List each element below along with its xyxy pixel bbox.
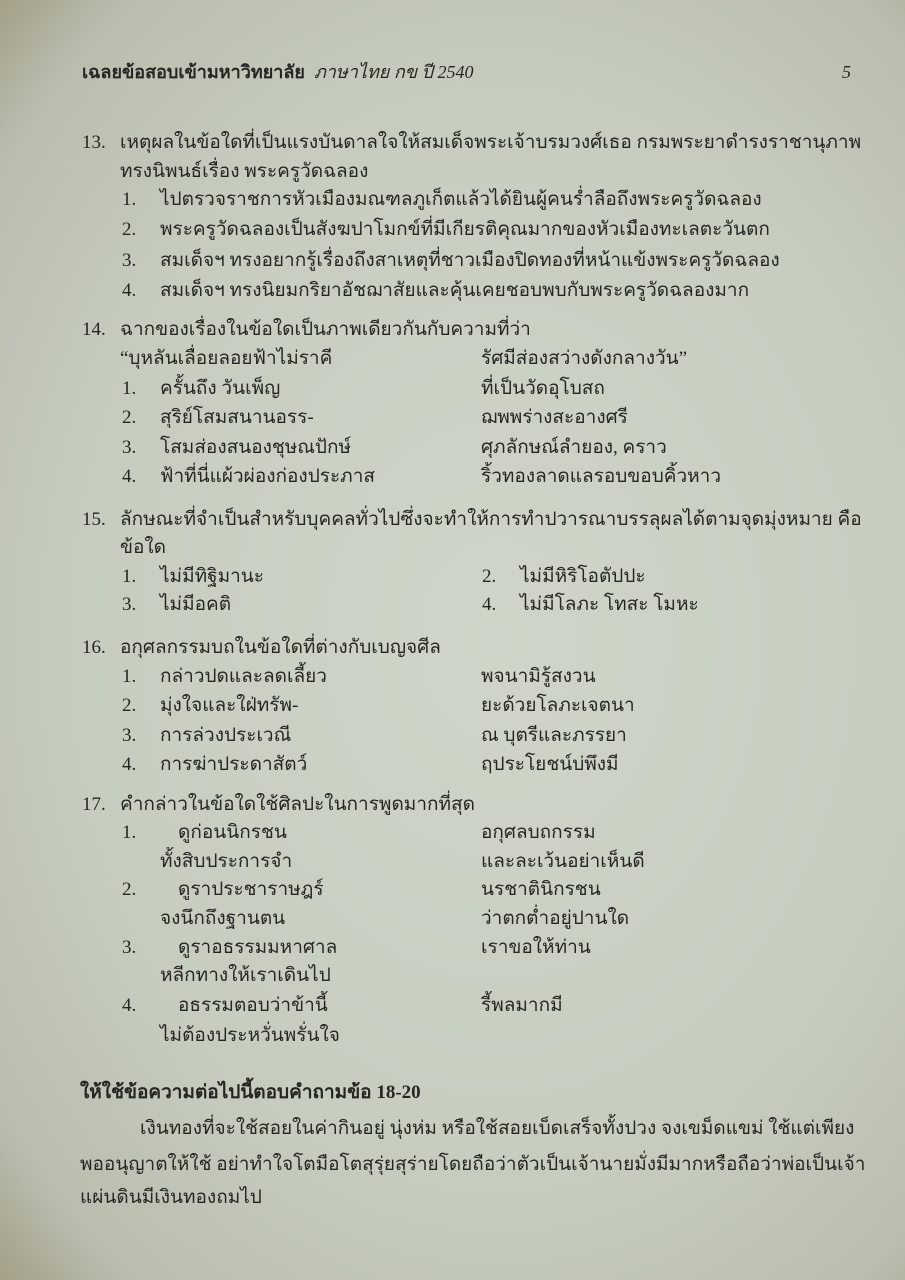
option-number: 4. [122, 995, 137, 1016]
option-text: ไปตรวจราชการหัวเมืองมณฑลภูเก็ตแล้วได้ยินผู้คนร่ำลือถึงพระครูวัดฉลอง [160, 189, 762, 210]
option-text-left: สุริย์โสมสนานอรร- [160, 407, 314, 428]
option-number: 1. [122, 189, 137, 210]
option-text: ไม่มีทิฐิมานะ [160, 566, 264, 587]
question-text: เหตุผลในข้อใดที่เป็นแรงบันดาลใจให้สมเด็จพระเจ้าบรมวงศ์เธอ กรมพระยาดำรงราชานุภาพ [120, 132, 862, 153]
passage-line: เงินทองที่จะใช้สอยในค่ากินอยู่ นุ่งห่ม หรือใช้สอยเบ็ดเสร็จทั้งปวง จงเขม็ดแขม่ ใช้แต่เพียง [140, 1118, 855, 1139]
option-text: ไม่มีอคติ [160, 594, 232, 615]
option-text-right: ยะด้วยโลภะเจตนา [481, 695, 635, 716]
quote-left: “บุหลันเลื่อยลอยฟ้าไม่ราคี [120, 348, 333, 369]
option-text-right: ฤประโยชน์บ่พึงมี [481, 754, 619, 775]
question-text: ฉากของเรื่องในข้อใดเป็นภาพเดียวกันกับความที่ว่า [120, 319, 531, 340]
option-text-right: ว่าตกต่ำอยู่ปานใด [481, 908, 630, 929]
option-number: 1. [122, 666, 137, 687]
option-text-right: และละเว้นอย่าเห็นดี [481, 851, 645, 872]
option-text-left: กล่าวปดและลดเลี้ยว [160, 666, 327, 687]
option-text: สมเด็จฯ ทรงอยากรู้เรื่องถึงสาเหตุที่ชาวเมืองปิดทองที่หน้าแข้งพระครูวัดฉลอง [160, 250, 780, 271]
option-number: 2. [122, 879, 137, 900]
option-number: 1. [122, 378, 137, 399]
option-text: พระครูวัดฉลองเป็นสังฆปาโมกข์ที่มีเกียรติคุณมากของหัวเมืองทะเลตะวันตก [160, 219, 770, 240]
option-text-left: อธรรมตอบว่าข้านี้ [178, 995, 328, 1016]
option-number: 3. [122, 937, 137, 958]
option-text-right: ศุภลักษณ์ลำยอง, คราว [481, 437, 667, 458]
question-text: อกุศลกรรมบถในข้อใดที่ต่างกับเบญจศีล [120, 637, 441, 658]
option-text: ไม่มีหิริโอตัปปะ [520, 566, 646, 587]
option-text-right: เราขอให้ท่าน [481, 937, 591, 958]
option-text-left: ดูราอธรรมมหาศาล [178, 937, 338, 958]
option-number: 4. [482, 594, 497, 615]
header-subject: ภาษาไทย กข ปี 2540 [313, 62, 474, 82]
option-number: 4. [122, 466, 137, 487]
question-number: 15. [82, 509, 106, 530]
option-text-left: ไม่ต้องประหวั่นพรั่นใจ [160, 1025, 340, 1046]
option-text-left: การฆ่าประดาสัตว์ [160, 754, 308, 775]
option-number: 1. [122, 566, 137, 587]
option-text-right: อกุศลบถกรรม [481, 822, 596, 843]
header-title [82, 60, 473, 84]
question-text: ลักษณะที่จำเป็นสำหรับบุคคลทั่วไปซึ่งจะทำให้การทำปวารณาบรรลุผลได้ตามจุดมุ่งหมาย คือ [120, 509, 862, 530]
option-number: 3. [122, 594, 137, 615]
option-text-left: ดูก่อนนิกรชน [178, 822, 287, 843]
option-number: 3. [122, 725, 137, 746]
option-number: 4. [122, 754, 137, 775]
option-text-left: มุ่งใจและใฝ่ทรัพ- [160, 695, 299, 716]
header-title-text: เฉลยข้อสอบเข้ามหาวิทยาลัย [82, 62, 305, 82]
option-number: 4. [122, 280, 137, 301]
option-number: 2. [122, 407, 137, 428]
question-number: 14. [82, 319, 106, 340]
option-number: 3. [122, 250, 137, 271]
question-text: คำกล่าวในข้อใดใช้ศิลปะในการพูดมากที่สุด [120, 794, 475, 815]
option-text-left: ทั้งสิบประการจำ [160, 851, 293, 872]
option-text: สมเด็จฯ ทรงนิยมกริยาอัชฌาสัยและคุ้นเคยชอบพบกับพระครูวัดฉลองมาก [160, 280, 750, 301]
option-text-left: ฟ้าที่นี่แผ้วผ่องก่องประภาส [160, 466, 375, 487]
option-text-left: การล่วงประเวณี [160, 725, 292, 746]
question-number: 17. [82, 794, 106, 815]
option-text-left: โสมส่องสนองชุษณปักษ์ [160, 437, 352, 458]
option-number: 2. [122, 695, 137, 716]
option-text-right: รี้พลมากมี [481, 995, 563, 1016]
option-text: ไม่มีโลภะ โทสะ โมหะ [520, 594, 699, 615]
option-text-right: ริ้วทองลาดแลรอบขอบคิ้วหาว [481, 466, 722, 487]
option-text-right: ฌพพร่างสะอางศรี [481, 407, 628, 428]
option-number: 1. [122, 822, 137, 843]
option-text-right: พจนามิรู้สงวน [481, 666, 596, 687]
question-number: 13. [82, 132, 106, 153]
option-text-right: ณ บุตรีและภรรยา [481, 725, 627, 746]
passage-line: พออนุญาตให้ใช้ อย่าทำใจโตมือโตสุรุ่ยสุร่ายโดยถือว่าตัวเป็นเจ้านายมั่งมีมากหรือถือว่าพ่อเป็นเจ้า [80, 1154, 866, 1175]
option-text-right: นรชาตินิกรชน [481, 879, 601, 900]
option-text-left: ดูราประชาราษฎร์ [178, 879, 324, 900]
question-text: ทรงนิพนธ์เรื่อง พระครูวัดฉลอง [120, 161, 369, 182]
option-number: 2. [482, 566, 497, 587]
quote-right: รัศมีส่องสว่างดังกลางวัน” [481, 348, 688, 369]
option-number: 2. [122, 219, 137, 240]
option-text-left: หลีกทางให้เราเดินไป [160, 965, 331, 986]
option-number: 3. [122, 437, 137, 458]
question-number: 16. [82, 637, 106, 658]
option-text-left: ครั้นถึง วันเพ็ญ [160, 378, 281, 399]
passage-instruction: ให้ใช้ข้อความต่อไปนี้ตอบคำถามข้อ 18-20 [80, 1082, 421, 1103]
page-number: 5 [842, 62, 851, 82]
option-text-right: ที่เป็นวัดอุโบสถ [481, 378, 605, 399]
passage-line: แผ่นดินมีเงินทองถมไป [80, 1187, 262, 1208]
question-text: ข้อใด [120, 537, 167, 558]
option-text-left: จงนึกถึงฐานตน [160, 908, 286, 929]
